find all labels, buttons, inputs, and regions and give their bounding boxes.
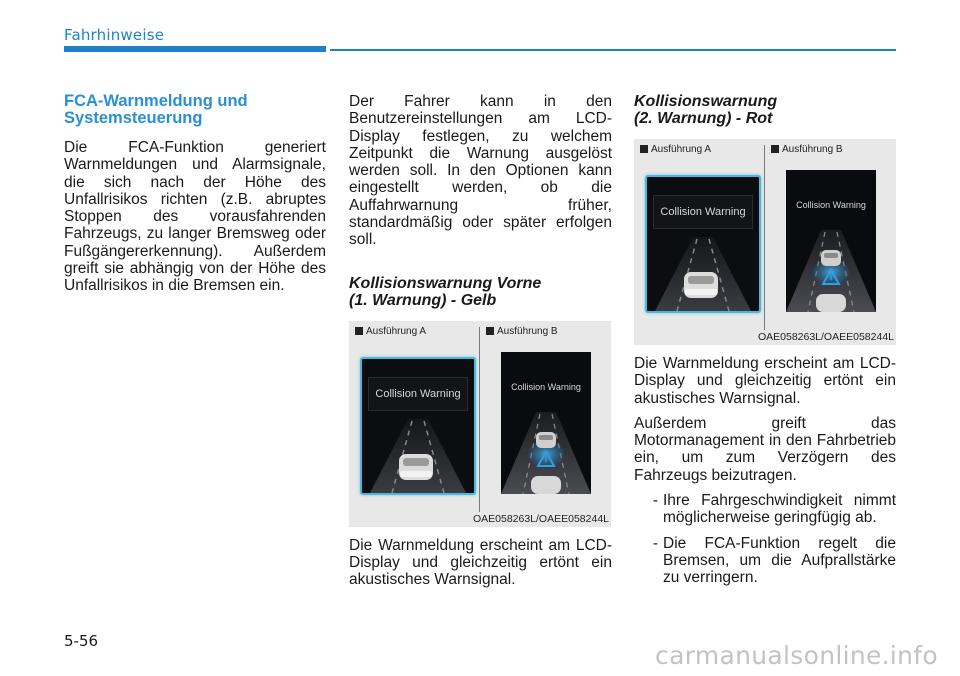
collision-warning-text: Collision Warning (660, 206, 746, 218)
body-paragraph: Die Warnmeldung erscheint am LCD-Display und gleichzeitig ertönt ein akustisches Warnsignal. (349, 536, 612, 589)
section-header-title: Fahrhinweise (64, 26, 165, 44)
square-bullet-icon (486, 327, 494, 335)
figure-first-warning (349, 321, 611, 527)
body-paragraph: Außerdem greift das Motormanagement in den Fahrbetrieb ein, um zum Verzögern des Fahrzeugs beizutragen. (634, 414, 896, 484)
list-item (634, 535, 896, 587)
section-title-line: Systemsteuerung (64, 109, 203, 127)
body-paragraph: Die Warnmeldung erscheint am LCD-Display und gleichzeitig ertönt ein akustisches Warnsignal. (634, 355, 896, 407)
body-paragraph: Der Fahrer kann in den Benutzereinstellungen am LCD-Display festlegen, zu welchem Zeitpunkt die Warnung ausgelöst werden soll. In den Optionen kann eingestellt werden, ob die Auffahrwarnung früher, standardmäßig oder später erfolgen soll. (349, 93, 612, 249)
figure-code: OAE058263L/OAEE058244L (757, 331, 894, 343)
subsection-title-line: (2. Warnung) - Rot (634, 110, 773, 127)
lcd-screen-variant-a (360, 357, 476, 495)
list-item-text: Die FCA-Funktion regelt die Bremsen, um die Aufprallstärke zu verringern. (663, 534, 896, 587)
variant-label-text: Ausführung B (497, 325, 558, 337)
figure-second-warning (634, 139, 896, 345)
figure-code: OAE058263L/OAEE058244L (472, 512, 609, 525)
collision-warning-text: Collision Warning (796, 200, 866, 210)
variant-b-label (486, 326, 558, 337)
column-2 (349, 93, 612, 597)
collision-warning-text: Collision Warning (511, 381, 581, 392)
lcd-screen-variant-b (786, 170, 876, 312)
list-item (634, 492, 896, 527)
body-paragraph: Die FCA-Funktion generiert Warnmeldungen und Alarmsignale, die sich nach der Höhe des Unfallrisikos richten (z.B. abruptes Stoppen des vorausfahrenden Fahrzeugs, zu langer Bremsweg oder Fußgängererkennung). Außerdem greift sie abhängig von der Höhe des Unfallrisikos in die Bremsen ein. (64, 139, 326, 295)
square-bullet-icon (640, 145, 648, 153)
variant-b-label (771, 144, 843, 155)
subsection-title-line: (1. Warnung) - Gelb (349, 291, 497, 309)
lcd-screen-variant-a (645, 175, 761, 313)
variant-a-label (640, 144, 711, 155)
warning-triangle-icon (786, 170, 876, 312)
variant-label-text: Ausführung B (782, 144, 843, 155)
list-item-text: Ihre Fahrgeschwindigkeit nimmt möglicherweise geringfügig ab. (663, 492, 896, 527)
variant-label-text: Ausführung A (651, 144, 712, 155)
square-bullet-icon (771, 145, 779, 153)
lcd-screen-variant-b (501, 352, 591, 494)
variant-label-text: Ausführung A (366, 325, 427, 337)
warning-triangle-icon (501, 352, 591, 494)
car-icon (647, 177, 759, 311)
variant-a-label (355, 326, 426, 337)
list-marker: - (652, 492, 658, 510)
section-title-line: FCA-Warnmeldung und (64, 92, 248, 110)
page-number: 5-56 (64, 632, 99, 650)
subsection-title-line: Kollisionswarnung Vorne (349, 274, 542, 292)
list-marker: - (652, 534, 658, 552)
watermark: carmanualsonline.info (655, 641, 938, 670)
subsection-title-second-warning (634, 93, 896, 127)
subsection-title-first-warning (349, 275, 612, 309)
column-3 (634, 93, 896, 595)
column-1 (64, 93, 326, 303)
section-title-fca (64, 93, 326, 127)
figure-divider (479, 327, 480, 512)
collision-warning-text: Collision Warning (375, 387, 461, 400)
header-rule-thick (64, 46, 326, 52)
subsection-title-line: Kollisionswarnung (634, 93, 778, 110)
figure-divider (764, 145, 765, 330)
square-bullet-icon (355, 327, 363, 335)
car-icon (362, 359, 474, 493)
header-rule-thin (330, 49, 896, 51)
